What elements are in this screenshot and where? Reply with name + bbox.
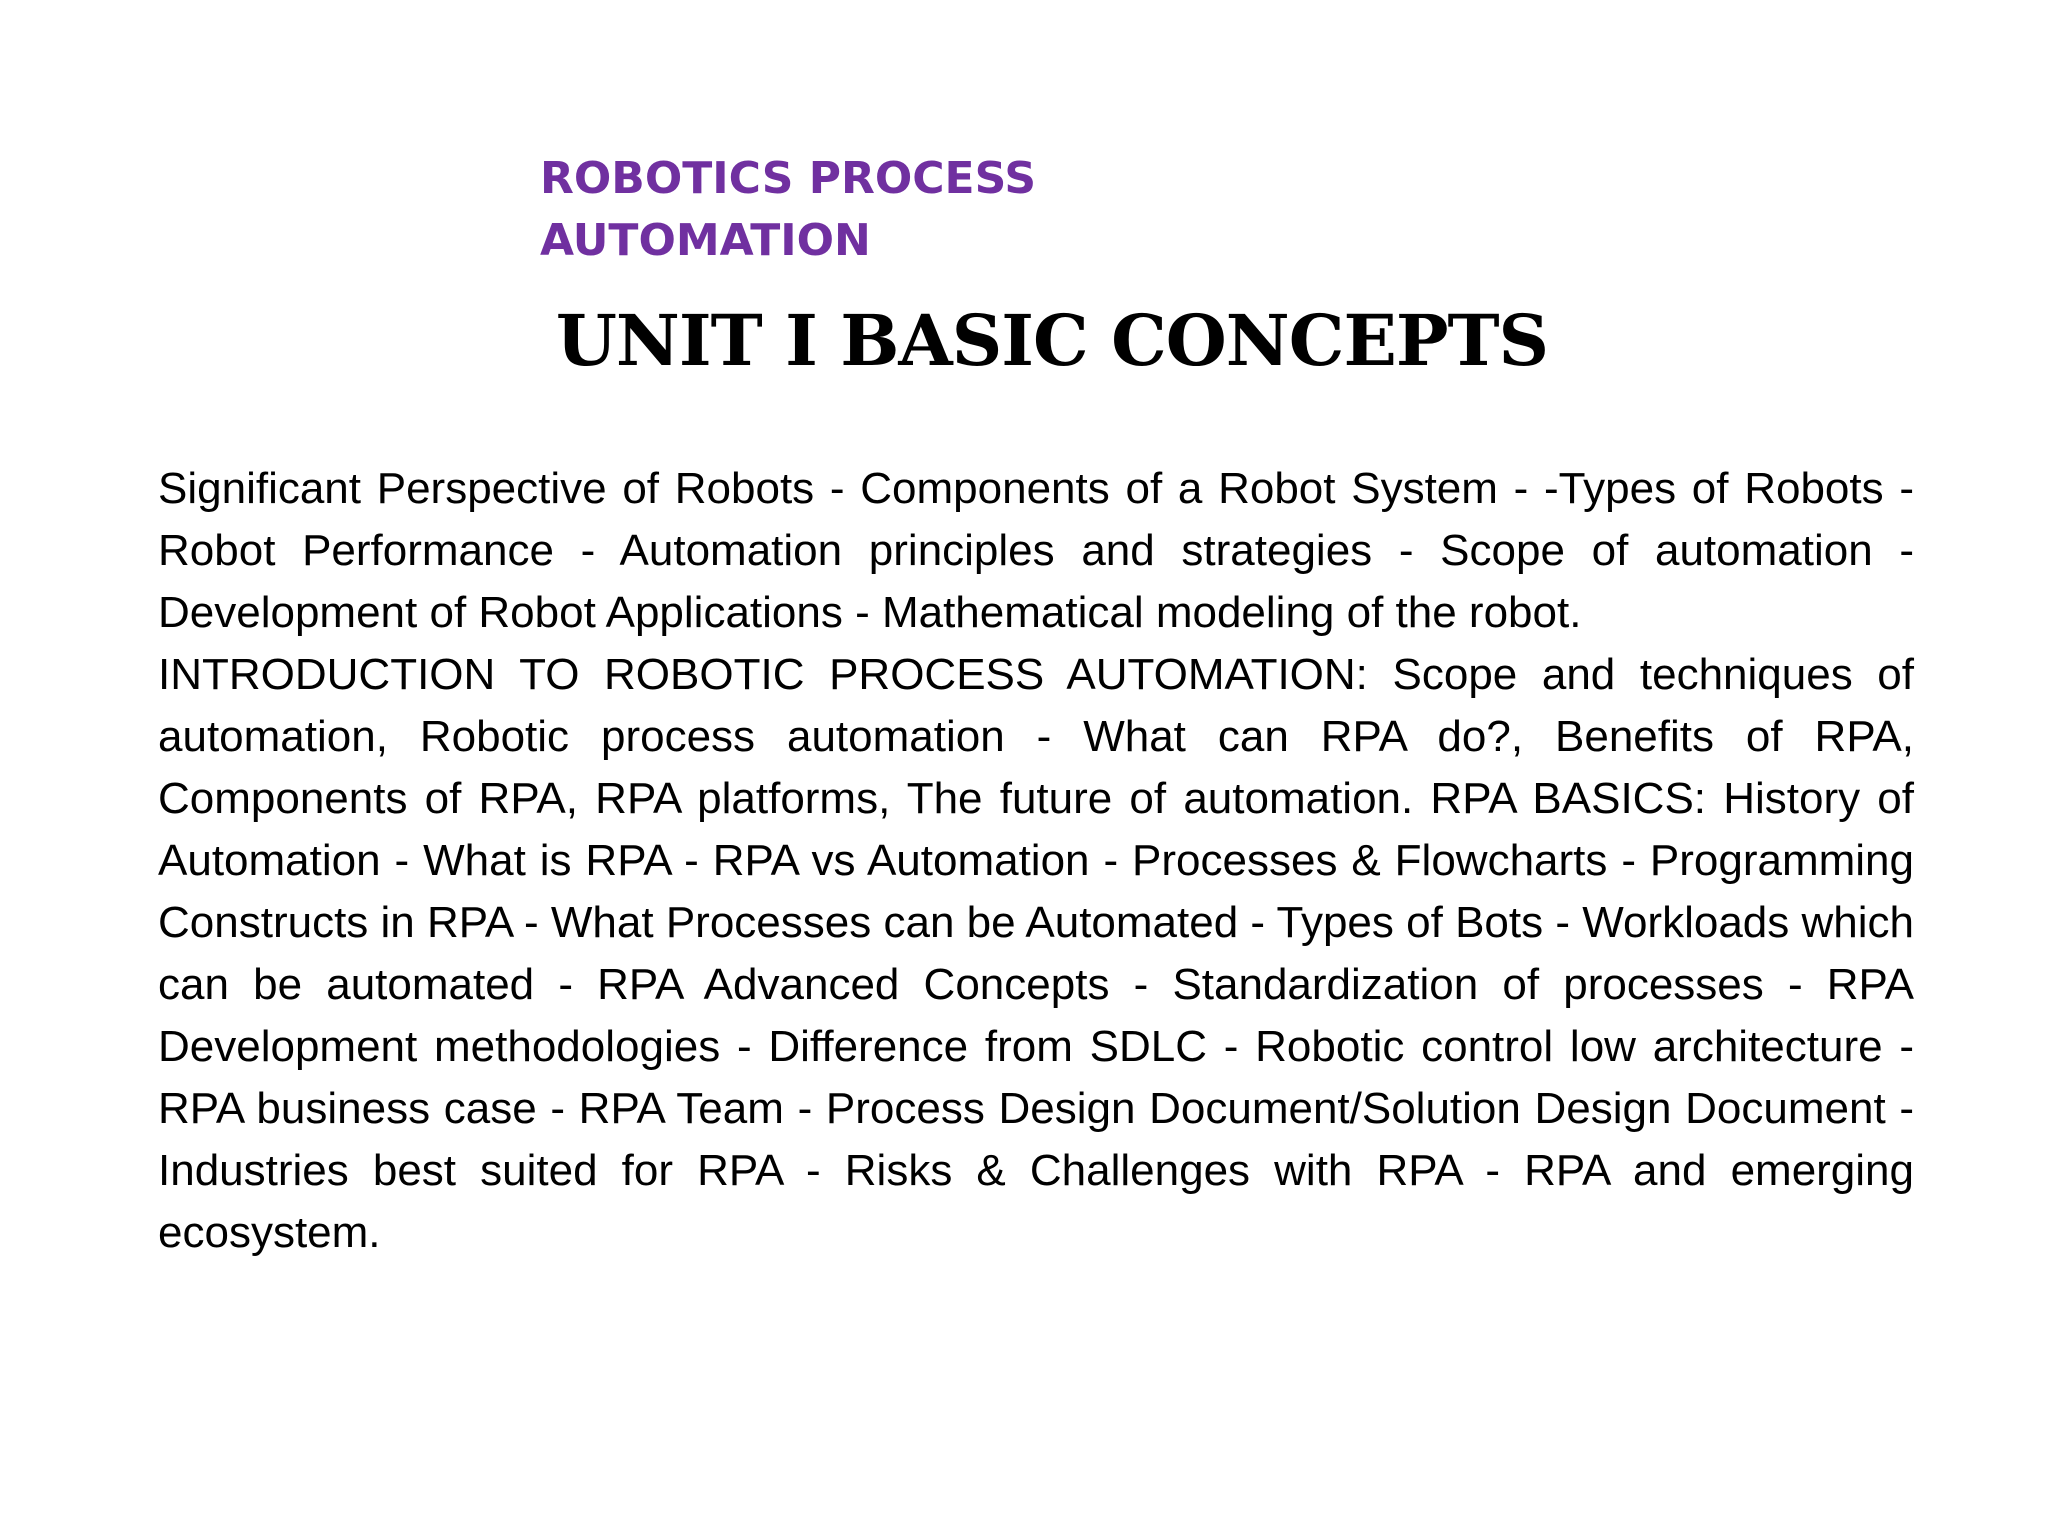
unit-title: UNIT I BASIC CONCEPTS [555, 299, 1549, 382]
course-title: ROBOTICS PROCESS AUTOMATION [540, 153, 1037, 266]
syllabus-paragraph-rpa: INTRODUCTION TO ROBOTIC PROCESS AUTOMATION: Scope and techniques of automation, Robotic process automation - What can RPA do?, Benefits of RPA, Components of RPA, RPA platforms, The future of automation. RPA BASICS: History of Automation - What is RPA - RPA vs Automation - Processes & Flowcharts - Programming Constructs in RPA - What Processes can be Automated - Types of Bots - Workloads which can be automated - RPA Advanced Concepts - Standardization of processes - RPA Development methodologies - Difference from SDLC - Robotic control low architecture - RPA business case - RPA Team - Process Design Document/Solution Design Document - Industries best suited for RPA - Risks & Challenges with RPA - RPA and emerging ecosystem. [158, 650, 1914, 1257]
syllabus-paragraph-robotics: Significant Perspective of Robots - Components of a Robot System - -Types of Robots - Robot Performance - Automation principles and strategies - Scope of automation - Development of Robot Applications - Mathematical modeling of the robot. [158, 464, 1914, 637]
syllabus-body [158, 458, 1914, 1264]
